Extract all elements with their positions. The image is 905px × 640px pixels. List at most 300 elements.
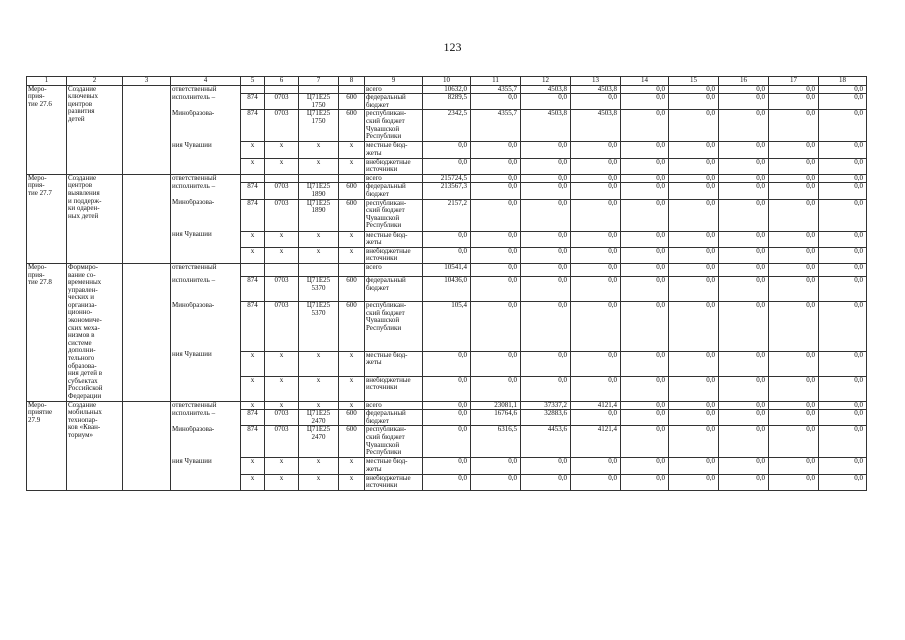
header-cell: 6	[265, 77, 299, 86]
amount-cell: 0,0	[719, 458, 769, 474]
amount-cell: 0,0	[819, 199, 867, 231]
amount-cell: 0,0	[669, 183, 719, 199]
executor-text: ния Чувашии	[171, 351, 241, 376]
amount-cell: 0,0	[521, 302, 571, 351]
amount-cell: 0,0	[819, 458, 867, 474]
executor-text: ния Чувашии	[171, 142, 241, 158]
target-article-code: Ц71Е25 1750	[299, 110, 339, 142]
amount-cell: 4121,4	[571, 401, 621, 410]
section-code: x	[265, 158, 299, 174]
amount-cell: 0,0	[423, 401, 471, 410]
amount-cell: 0,0	[621, 174, 669, 183]
header-cell: 8	[339, 77, 365, 86]
amount-cell: 0,0	[571, 474, 621, 490]
expense-type-code	[339, 85, 365, 94]
amount-cell: 0,0	[423, 142, 471, 158]
amount-cell: 0,0	[819, 110, 867, 142]
expense-type-code: 600	[339, 199, 365, 231]
amount-cell: 0,0	[621, 302, 669, 351]
amount-cell: 0,0	[571, 351, 621, 376]
target-article-code: Ц71Е25 5370	[299, 277, 339, 302]
grbs-code: x	[241, 474, 265, 490]
amount-cell: 0,0	[521, 142, 571, 158]
expense-type-code: 600	[339, 410, 365, 426]
amount-cell: 0,0	[423, 376, 471, 401]
amount-cell: 0,0	[719, 158, 769, 174]
amount-cell: 4503,8	[571, 110, 621, 142]
funding-source: республикан- ский бюджет Чувашской Республики	[365, 426, 423, 458]
amount-cell: 0,0	[719, 302, 769, 351]
funding-source: федеральный бюджет	[365, 410, 423, 426]
table-row	[27, 85, 867, 94]
amount-cell: 4503,8	[521, 110, 571, 142]
amount-cell: 0,0	[571, 277, 621, 302]
executor-text: исполнитель –	[171, 183, 241, 199]
amount-cell: 0,0	[423, 351, 471, 376]
amount-cell: 0,0	[769, 376, 819, 401]
amount-cell: 0,0	[471, 277, 521, 302]
empty-cell	[123, 401, 171, 490]
page-number: 123	[443, 40, 462, 54]
header-cell: 7	[299, 77, 339, 86]
amount-cell: 0,0	[719, 426, 769, 458]
amount-cell: 0,0	[571, 158, 621, 174]
amount-cell: 0,0	[521, 174, 571, 183]
amount-cell: 0,0	[769, 199, 819, 231]
executor-text: ния Чувашии	[171, 458, 241, 474]
header-cell: 12	[521, 77, 571, 86]
header-cell: 5	[241, 77, 265, 86]
funding-source: федеральный бюджет	[365, 277, 423, 302]
amount-cell: 0,0	[719, 110, 769, 142]
section-code	[265, 85, 299, 94]
target-article-code	[299, 263, 339, 276]
expense-type-code: 600	[339, 110, 365, 142]
target-article-code	[299, 174, 339, 183]
amount-cell: 0,0	[819, 277, 867, 302]
amount-cell: 0,0	[571, 376, 621, 401]
grbs-code: 874	[241, 410, 265, 426]
funding-source: внебюджетные источники	[365, 247, 423, 263]
amount-cell: 0,0	[521, 277, 571, 302]
amount-cell: 0,0	[669, 85, 719, 94]
amount-cell: 0,0	[521, 158, 571, 174]
amount-cell: 0,0	[769, 458, 819, 474]
amount-cell: 0,0	[819, 85, 867, 94]
amount-cell: 0,0	[471, 199, 521, 231]
executor-text: исполнитель –	[171, 94, 241, 110]
event-name: Создание мобильных технопар- ков «Кван- ториум»	[67, 401, 123, 490]
expense-type-code	[339, 263, 365, 276]
funding-source: внебюджетные источники	[365, 376, 423, 401]
header-cell: 16	[719, 77, 769, 86]
grbs-code: x	[241, 142, 265, 158]
section-code: 0703	[265, 426, 299, 458]
expense-type-code: 600	[339, 277, 365, 302]
amount-cell: 0,0	[471, 376, 521, 401]
target-article-code: x	[299, 401, 339, 410]
amount-cell: 0,0	[621, 110, 669, 142]
target-article-code: x	[299, 247, 339, 263]
event-name: Формиро- вание со- временных управлен- ческих и организа- ционно- экономиче- ских меха- низмов в системе дополни- тельного образова- ния детей в субъектах Российской Федерации	[67, 263, 123, 401]
table-body	[27, 85, 867, 490]
amount-cell: 0,0	[819, 302, 867, 351]
amount-cell: 0,0	[521, 247, 571, 263]
amount-cell: 0,0	[471, 94, 521, 110]
amount-cell: 0,0	[423, 231, 471, 247]
empty-cell	[123, 263, 171, 401]
amount-cell: 215724,5	[423, 174, 471, 183]
amount-cell: 0,0	[719, 174, 769, 183]
executor-text: ответственный	[171, 263, 241, 276]
expense-type-code: x	[339, 247, 365, 263]
grbs-code: 874	[241, 94, 265, 110]
amount-cell: 0,0	[423, 474, 471, 490]
empty-cell	[123, 174, 171, 263]
amount-cell: 0,0	[769, 263, 819, 276]
amount-cell: 0,0	[571, 94, 621, 110]
executor-text	[171, 158, 241, 174]
amount-cell: 0,0	[769, 142, 819, 158]
executor-text: Минобразова-	[171, 302, 241, 351]
amount-cell: 0,0	[571, 458, 621, 474]
amount-cell: 0,0	[719, 183, 769, 199]
executor-text: ответственный	[171, 85, 241, 94]
amount-cell: 0,0	[669, 302, 719, 351]
amount-cell: 0,0	[819, 247, 867, 263]
amount-cell: 0,0	[769, 158, 819, 174]
executor-text: Минобразова-	[171, 426, 241, 458]
section-code	[265, 263, 299, 276]
target-article-code: x	[299, 474, 339, 490]
amount-cell: 0,0	[423, 458, 471, 474]
amount-cell: 0,0	[471, 142, 521, 158]
table-header	[27, 77, 867, 86]
amount-cell: 105,4	[423, 302, 471, 351]
expense-type-code: x	[339, 401, 365, 410]
funding-source: всего	[365, 401, 423, 410]
grbs-code: x	[241, 247, 265, 263]
grbs-code: 874	[241, 302, 265, 351]
funding-source: местные бюд- жеты	[365, 458, 423, 474]
amount-cell: 0,0	[621, 85, 669, 94]
executor-text: исполнитель –	[171, 277, 241, 302]
expense-type-code: x	[339, 376, 365, 401]
amount-cell: 0,0	[621, 142, 669, 158]
executor-text	[171, 247, 241, 263]
amount-cell: 0,0	[819, 142, 867, 158]
expense-type-code: x	[339, 142, 365, 158]
amount-cell: 0,0	[669, 247, 719, 263]
expense-type-code: x	[339, 158, 365, 174]
amount-cell: 0,0	[521, 199, 571, 231]
funding-source: всего	[365, 174, 423, 183]
target-article-code: x	[299, 142, 339, 158]
target-article-code: Ц71Е25 1890	[299, 199, 339, 231]
amount-cell: 0,0	[521, 94, 571, 110]
amount-cell: 0,0	[819, 94, 867, 110]
section-code: 0703	[265, 110, 299, 142]
amount-cell: 0,0	[621, 231, 669, 247]
amount-cell: 0,0	[521, 351, 571, 376]
amount-cell: 0,0	[621, 351, 669, 376]
funding-source: республикан- ский бюджет Чувашской Республики	[365, 199, 423, 231]
amount-cell: 0,0	[769, 247, 819, 263]
section-code: 0703	[265, 277, 299, 302]
amount-cell: 0,0	[719, 94, 769, 110]
amount-cell: 0,0	[819, 351, 867, 376]
amount-cell: 0,0	[719, 351, 769, 376]
amount-cell: 0,0	[719, 474, 769, 490]
event-name: Создание центров выявления и поддерж- ки одарен- ных детей	[67, 174, 123, 263]
amount-cell: 0,0	[819, 474, 867, 490]
amount-cell: 0,0	[669, 351, 719, 376]
amount-cell: 0,0	[769, 302, 819, 351]
header-cell: 11	[471, 77, 521, 86]
amount-cell: 0,0	[769, 277, 819, 302]
section-code: x	[265, 142, 299, 158]
amount-cell: 2157,2	[423, 199, 471, 231]
amount-cell: 0,0	[669, 94, 719, 110]
amount-cell: 23081,1	[471, 401, 521, 410]
amount-cell: 0,0	[621, 94, 669, 110]
amount-cell: 0,0	[471, 458, 521, 474]
amount-cell: 0,0	[423, 426, 471, 458]
amount-cell: 0,0	[669, 410, 719, 426]
amount-cell: 0,0	[471, 351, 521, 376]
amount-cell: 0,0	[521, 376, 571, 401]
header-cell: 13	[571, 77, 621, 86]
expense-type-code: x	[339, 231, 365, 247]
target-article-code: x	[299, 158, 339, 174]
section-code: x	[265, 231, 299, 247]
section-code: x	[265, 474, 299, 490]
funding-source: местные бюд- жеты	[365, 231, 423, 247]
header-cell: 10	[423, 77, 471, 86]
amount-cell: 0,0	[769, 401, 819, 410]
executor-text: ответственный	[171, 401, 241, 410]
amount-cell: 0,0	[521, 474, 571, 490]
grbs-code	[241, 174, 265, 183]
event-name: Создание ключевых центров развития детей	[67, 85, 123, 174]
amount-cell: 0,0	[669, 376, 719, 401]
amount-cell: 0,0	[769, 410, 819, 426]
amount-cell: 0,0	[471, 263, 521, 276]
grbs-code	[241, 85, 265, 94]
amount-cell: 0,0	[719, 401, 769, 410]
header-cell: 18	[819, 77, 867, 86]
amount-cell: 0,0	[471, 183, 521, 199]
amount-cell: 0,0	[769, 94, 819, 110]
target-article-code: Ц71Е25 1750	[299, 94, 339, 110]
amount-cell: 0,0	[621, 199, 669, 231]
amount-cell: 0,0	[669, 158, 719, 174]
table-row	[27, 263, 867, 276]
amount-cell: 0,0	[471, 174, 521, 183]
amount-cell: 0,0	[471, 474, 521, 490]
amount-cell: 0,0	[769, 231, 819, 247]
header-cell: 4	[171, 77, 241, 86]
event-number: Меро- приятие 27.9	[27, 401, 67, 490]
amount-cell: 0,0	[719, 277, 769, 302]
amount-cell: 0,0	[471, 247, 521, 263]
grbs-code: x	[241, 231, 265, 247]
amount-cell: 0,0	[621, 426, 669, 458]
amount-cell: 0,0	[669, 142, 719, 158]
funding-source: федеральный бюджет	[365, 183, 423, 199]
amount-cell: 0,0	[819, 231, 867, 247]
amount-cell: 0,0	[423, 410, 471, 426]
target-article-code: Ц71Е25 2470	[299, 426, 339, 458]
amount-cell: 0,0	[521, 458, 571, 474]
amount-cell: 0,0	[571, 231, 621, 247]
amount-cell: 4453,6	[521, 426, 571, 458]
amount-cell: 0,0	[769, 174, 819, 183]
amount-cell: 0,0	[819, 263, 867, 276]
amount-cell: 8289,5	[423, 94, 471, 110]
grbs-code: x	[241, 458, 265, 474]
executor-text: Минобразова-	[171, 110, 241, 142]
target-article-code: x	[299, 376, 339, 401]
target-article-code	[299, 85, 339, 94]
expense-type-code: x	[339, 474, 365, 490]
amount-cell: 10541,4	[423, 263, 471, 276]
amount-cell: 0,0	[521, 231, 571, 247]
amount-cell: 0,0	[819, 401, 867, 410]
grbs-code: 874	[241, 277, 265, 302]
amount-cell: 0,0	[719, 410, 769, 426]
expense-type-code	[339, 174, 365, 183]
expense-type-code: x	[339, 458, 365, 474]
amount-cell: 0,0	[719, 263, 769, 276]
amount-cell: 4355,7	[471, 110, 521, 142]
amount-cell: 0,0	[571, 263, 621, 276]
amount-cell: 0,0	[769, 474, 819, 490]
amount-cell: 16764,6	[471, 410, 521, 426]
amount-cell: 0,0	[621, 474, 669, 490]
target-article-code: x	[299, 231, 339, 247]
amount-cell: 0,0	[471, 231, 521, 247]
expense-type-code: 600	[339, 183, 365, 199]
amount-cell: 6316,5	[471, 426, 521, 458]
amount-cell: 0,0	[621, 401, 669, 410]
header-cell: 3	[123, 77, 171, 86]
header-cell: 15	[669, 77, 719, 86]
target-article-code: x	[299, 458, 339, 474]
section-code: 0703	[265, 410, 299, 426]
amount-cell: 0,0	[819, 174, 867, 183]
amount-cell: 10632,0	[423, 85, 471, 94]
amount-cell: 0,0	[669, 110, 719, 142]
budget-table	[26, 76, 867, 491]
section-code: 0703	[265, 183, 299, 199]
amount-cell: 0,0	[719, 199, 769, 231]
amount-cell: 0,0	[819, 158, 867, 174]
grbs-code: 874	[241, 426, 265, 458]
amount-cell: 213567,3	[423, 183, 471, 199]
section-code: 0703	[265, 199, 299, 231]
amount-cell: 0,0	[669, 263, 719, 276]
executor-text	[171, 376, 241, 401]
amount-cell: 0,0	[669, 174, 719, 183]
section-code: x	[265, 351, 299, 376]
grbs-code	[241, 263, 265, 276]
amount-cell: 0,0	[621, 263, 669, 276]
amount-cell: 32883,6	[521, 410, 571, 426]
amount-cell: 0,0	[769, 110, 819, 142]
amount-cell: 4355,7	[471, 85, 521, 94]
amount-cell: 0,0	[719, 376, 769, 401]
funding-source: внебюджетные источники	[365, 474, 423, 490]
amount-cell: 0,0	[769, 426, 819, 458]
section-code	[265, 174, 299, 183]
section-code: x	[265, 376, 299, 401]
grbs-code: x	[241, 351, 265, 376]
grbs-code: 874	[241, 199, 265, 231]
funding-source: всего	[365, 85, 423, 94]
amount-cell: 0,0	[669, 231, 719, 247]
amount-cell: 0,0	[669, 474, 719, 490]
expense-type-code: 600	[339, 94, 365, 110]
amount-cell: 0,0	[621, 277, 669, 302]
amount-cell: 0,0	[423, 247, 471, 263]
section-code: 0703	[265, 94, 299, 110]
target-article-code: Ц71Е25 2470	[299, 410, 339, 426]
amount-cell: 0,0	[571, 247, 621, 263]
grbs-code: x	[241, 158, 265, 174]
amount-cell: 0,0	[621, 458, 669, 474]
amount-cell: 4503,8	[571, 85, 621, 94]
funding-source: всего	[365, 263, 423, 276]
amount-cell: 10436,0	[423, 277, 471, 302]
target-article-code: Ц71Е25 1890	[299, 183, 339, 199]
section-code: 0703	[265, 302, 299, 351]
amount-cell: 0,0	[769, 85, 819, 94]
header-cell: 9	[365, 77, 423, 86]
amount-cell: 0,0	[521, 183, 571, 199]
amount-cell: 0,0	[571, 142, 621, 158]
amount-cell: 0,0	[621, 158, 669, 174]
amount-cell: 0,0	[423, 158, 471, 174]
grbs-code: 874	[241, 110, 265, 142]
amount-cell: 0,0	[669, 277, 719, 302]
amount-cell: 0,0	[719, 231, 769, 247]
funding-source: внебюджетные источники	[365, 158, 423, 174]
grbs-code: 874	[241, 183, 265, 199]
expense-type-code: 600	[339, 302, 365, 351]
amount-cell: 0,0	[471, 158, 521, 174]
amount-cell: 0,0	[669, 426, 719, 458]
amount-cell: 0,0	[819, 183, 867, 199]
amount-cell: 0,0	[819, 376, 867, 401]
empty-cell	[123, 85, 171, 174]
target-article-code: x	[299, 351, 339, 376]
header-cell: 17	[769, 77, 819, 86]
section-code: x	[265, 401, 299, 410]
expense-type-code: x	[339, 351, 365, 376]
amount-cell: 0,0	[571, 174, 621, 183]
funding-source: местные бюд- жеты	[365, 351, 423, 376]
amount-cell: 0,0	[621, 410, 669, 426]
funding-source: республикан- ский бюджет Чувашской Республики	[365, 110, 423, 142]
header-cell: 1	[27, 77, 67, 86]
amount-cell: 0,0	[571, 302, 621, 351]
amount-cell: 0,0	[621, 376, 669, 401]
amount-cell: 4503,8	[521, 85, 571, 94]
amount-cell: 0,0	[719, 142, 769, 158]
amount-cell: 0,0	[819, 410, 867, 426]
table-row	[27, 174, 867, 183]
